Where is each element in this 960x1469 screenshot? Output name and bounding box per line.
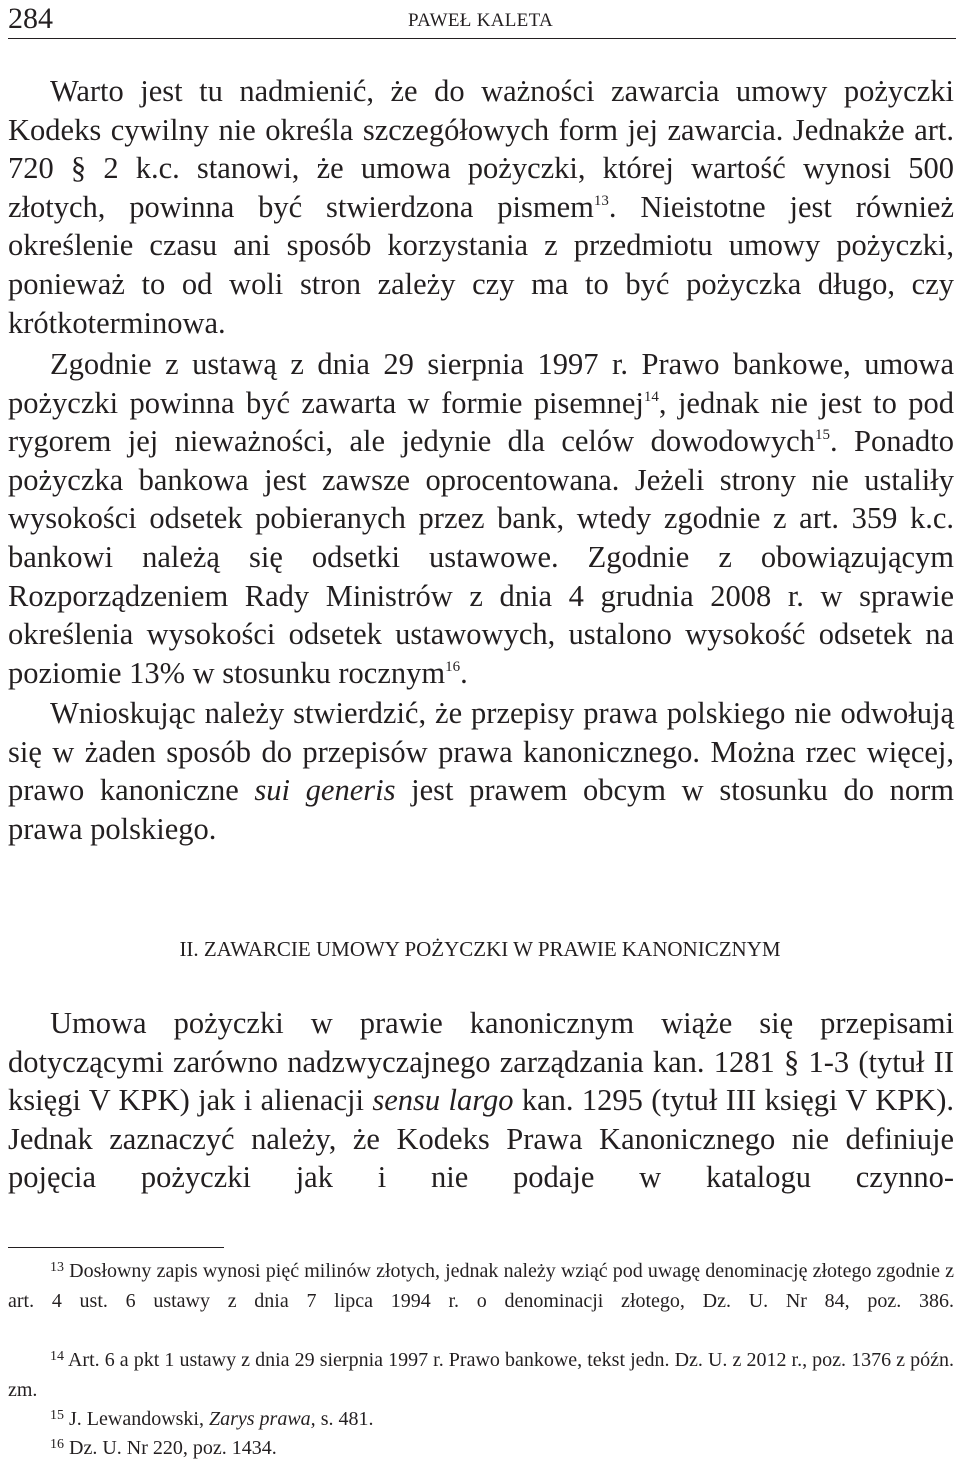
page-number: 284 (8, 2, 53, 35)
footnote-15-italic: Zarys prawa, (208, 1408, 316, 1430)
footnote-ref-16[interactable]: 16 (445, 658, 461, 675)
footnote-ref-13[interactable]: 13 (593, 192, 609, 209)
paragraph-4 (8, 1004, 954, 1197)
paragraph-3-text-b: jest prawem obcym w stosunku do norm prawa polskiego. (8, 773, 955, 846)
footnote-13-text: Dosłowny zapis wynosi pięć milinów złotych, jednak należy wziąć pod uwagę denominację złotego zgodnie z art. 4 ust. 6 ustawy z dnia 7 lipca 1994 r. o denominacji złotego, Dz. U. Nr 84, poz. 386. (8, 1260, 955, 1312)
running-head: PAWEŁ KALETA (408, 10, 553, 31)
paragraph-1-text-a: Warto jest tu nadmienić, że do ważności zawarcia umowy pożyczki Kodeks cywilny nie określa szczegółowych form jej zawarcia. Jednakże art. 720 § 2 k.c. stanowi, że umowa pożyczki, której wartość wynosi 500 złotych, powinna być stwierdzona pismem (8, 74, 954, 224)
footnote-15-text-b: s. 481. (315, 1408, 374, 1430)
paragraph-2-text-a: Zgodnie z ustawą z dnia 29 sierpnia 1997 r. Prawo bankowe, umowa pożyczki powinna być zawarta w formie pisemnej (8, 347, 954, 420)
footnote-ref-15[interactable]: 15 (814, 427, 830, 444)
paragraph-4-italic: sensu largo (372, 1083, 514, 1118)
footnote-separator (8, 1247, 224, 1248)
footnote-16 (8, 1434, 954, 1464)
paragraph-3-text-a: Wnioskując należy stwierdzić, że przepisy prawa polskiego nie odwołują się w żaden sposób do przepisów prawa kanonicznego. Można rzec więcej, prawo kanoniczne (8, 696, 954, 808)
paragraph-4-text-a: Umowa pożyczki w prawie kanonicznym wiąże się przepisami dotyczącymi zarówno nadzwyczajnego zarządzania kan. 1281 § 1-3 (tytuł II księgi V KPK) jak i alienacji (8, 1006, 954, 1118)
footnote-ref-14[interactable]: 14 (643, 388, 659, 405)
section-heading: II. ZAWARCIE UMOWY POŻYCZKI W PRAWIE KANONICZNYM (179, 937, 781, 961)
footnote-15 (8, 1405, 954, 1435)
footnote-16-text: Dz. U. Nr 220, poz. 1434. (69, 1437, 277, 1459)
paragraph-1-text-b: . Nieistotne jest również określenie czasu ani sposób korzystania z przedmiotu umowy pożyczki, ponieważ to od woli stron zależy czy ma to być pożyczka długo, czy krótkoterminowa. (8, 189, 954, 340)
paragraph-4-text-b: kan. 1295 (tytuł III księgi V KPK). Jednak zaznaczyć należy, że Kodeks Prawa Kanonicznego nie definiuje pojęcia pożyczki jak i nie podaje w katalogu czynno- (8, 1083, 954, 1195)
footnote-16-number: 16 (50, 1437, 64, 1452)
page-header (8, 0, 956, 39)
footnote-15-text-a: J. Lewandowski, (69, 1408, 209, 1430)
paragraph-3-italic: sui generis (254, 773, 396, 808)
paragraph-2-text-c: . Ponadto pożyczka bankowa jest zawsze oprocentowana. Jeżeli strony nie ustaliły wysokości odsetek pobieranych przez bank, wtedy zgodnie z art. 359 k.c. bankowi należą się odsetki ustawowe. Zgodnie z obowiązującym Rozporządzeniem Rady Ministrów z dnia 4 grudnia 2008 r. w sprawie określenia wysokości odsetek ustawowych, ustalono wysokość odsetek na poziomie 13% w stosunku rocznym (8, 424, 954, 690)
footnote-13-number: 13 (50, 1260, 64, 1275)
footnote-14-text: Art. 6 a pkt 1 ustawy z dnia 29 sierpnia 1997 r. Prawo bankowe, tekst jedn. Dz. U. z 2012 r., poz. 1376 z późn. zm. (8, 1349, 954, 1401)
paragraph-3 (8, 694, 954, 848)
footnote-14-number: 14 (50, 1349, 64, 1364)
paragraph-2-text-b: , jednak nie jest to pod rygorem jej nieważności, ale jedynie dla celów dowodowych (8, 385, 954, 459)
paragraph-2-text-d: . (460, 655, 468, 690)
footnote-13 (8, 1257, 954, 1316)
footnote-15-number: 15 (50, 1408, 64, 1423)
footnote-14 (8, 1346, 954, 1405)
paragraph-1 (8, 72, 954, 342)
paragraph-2 (8, 345, 954, 692)
